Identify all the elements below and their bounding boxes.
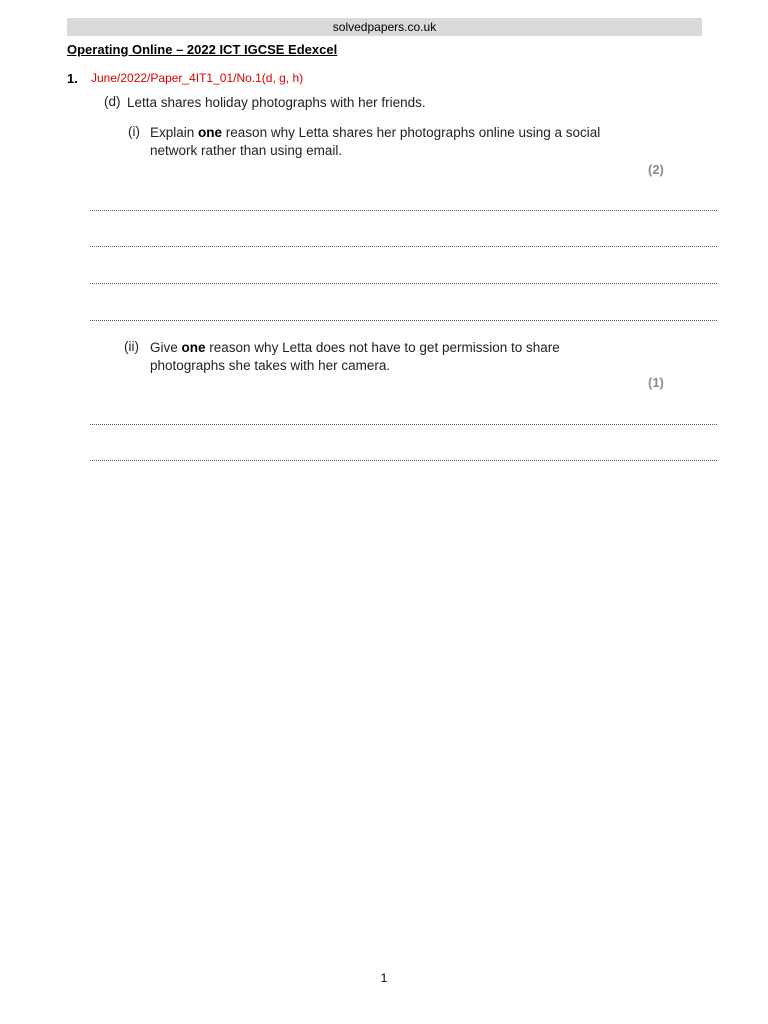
sub-ii-text-start: Give [150, 340, 182, 355]
sub-ii-marks: (1) [648, 375, 664, 390]
sub-i-text-start: Explain [150, 125, 199, 140]
question-number: 1. [67, 71, 78, 86]
document-title: Operating Online – 2022 ICT IGCSE Edexcel [67, 42, 338, 57]
answer-line[interactable] [90, 424, 717, 425]
answer-line[interactable] [90, 210, 717, 211]
part-d-label: (d) [104, 94, 121, 109]
sub-ii-question [150, 339, 620, 375]
question-reference: June/2022/Paper_4IT1_01/No.1(d, g, h) [91, 71, 304, 85]
sub-i-marks: (2) [648, 162, 664, 177]
part-d-text: Letta shares holiday photographs with her friends. [127, 95, 426, 110]
answer-line[interactable] [90, 460, 717, 461]
answer-line[interactable] [90, 283, 717, 284]
sub-i-question [150, 124, 650, 160]
sub-ii-label: (ii) [124, 339, 139, 354]
sub-i-text-end: reason why Letta shares her photographs online using a social network rather than using email. [150, 125, 601, 158]
sub-ii-text-end: reason why Letta does not have to get permission to share photographs she takes with her camera. [150, 340, 560, 373]
answer-line[interactable] [90, 246, 717, 247]
page-number: 1 [380, 971, 388, 985]
answer-line[interactable] [90, 320, 717, 321]
sub-i-label: (i) [128, 124, 140, 139]
sub-i-emphasis: one [198, 125, 223, 140]
site-name: solvedpapers.co.uk [332, 20, 437, 34]
sub-ii-emphasis: one [181, 340, 206, 355]
site-header-bar [67, 18, 702, 36]
